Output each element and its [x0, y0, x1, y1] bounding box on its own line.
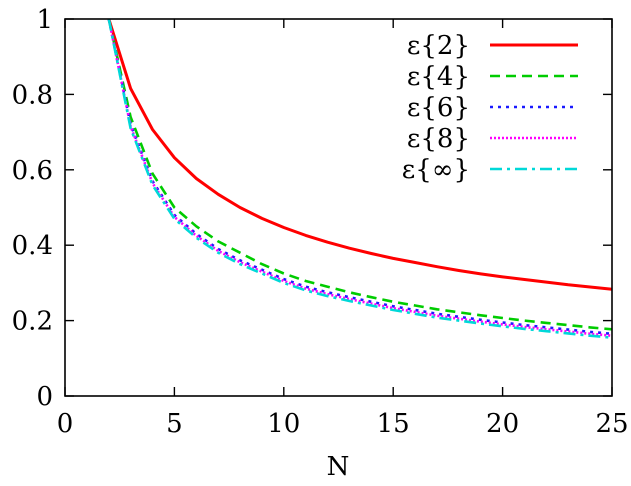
x-tick-label-3: 15: [376, 409, 410, 439]
y-tick-label-4: 0.8: [11, 80, 53, 111]
x-tick-label-4: 20: [486, 409, 520, 439]
y-tick-label-5: 1: [36, 5, 53, 35]
legend-label-2: ε{6}: [406, 93, 470, 123]
y-tick-label-3: 0.6: [11, 155, 53, 186]
x-tick-label-2: 10: [267, 409, 301, 439]
y-axis: [12, 5, 612, 412]
legend: [402, 31, 578, 185]
x-axis-label: N: [326, 452, 350, 482]
legend-label-4: ε{∞}: [401, 155, 470, 185]
series-line-3: [109, 19, 612, 336]
series-line-4: [109, 19, 612, 338]
legend-label-3: ε{8}: [406, 124, 470, 154]
legend-label-0: ε{2}: [406, 31, 470, 61]
series-line-1: [109, 19, 612, 329]
x-tick-label-0: 0: [56, 409, 74, 439]
legend-label-1: ε{4}: [406, 62, 470, 92]
series-line-2: [109, 19, 612, 334]
series-layer: [109, 19, 612, 338]
series-line-0: [109, 19, 612, 289]
y-tick-label-2: 0.4: [11, 231, 53, 262]
x-tick-label-1: 5: [166, 409, 183, 439]
y-tick-label-0: 0: [36, 382, 53, 412]
x-axis: [57, 19, 629, 439]
x-tick-label-5: 25: [595, 409, 629, 439]
y-tick-label-1: 0.2: [11, 306, 53, 337]
